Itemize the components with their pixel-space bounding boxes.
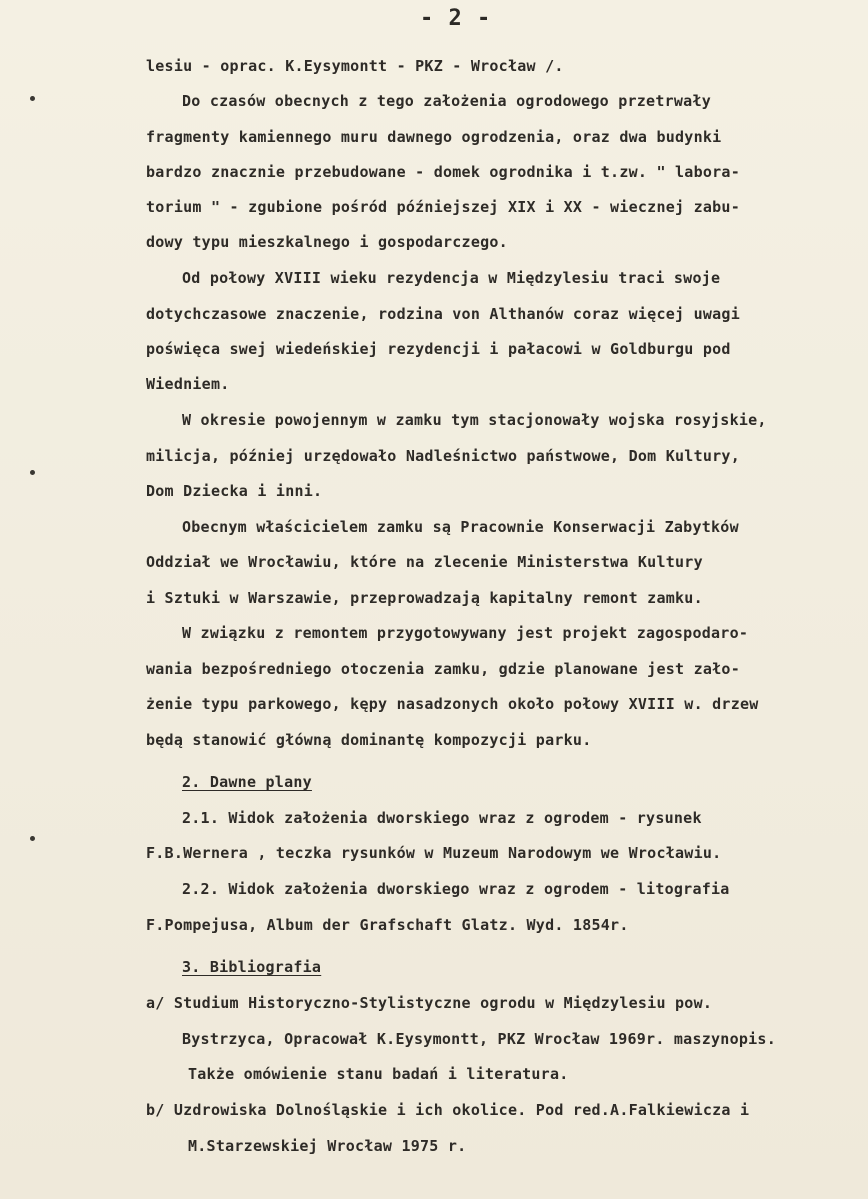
text-line: milicja, później urzędowało Nadleśnictwo państwowe, Dom Kultury, bbox=[146, 447, 740, 465]
section-heading: 3. Bibliografia bbox=[182, 958, 322, 976]
text-line: Do czasów obecnych z tego założenia ogrodowego przetrwały bbox=[182, 92, 712, 110]
section-heading: 2. Dawne plany bbox=[182, 773, 312, 791]
text-line: Obecnym właścicielem zamku są Pracownie Konserwacji Zabytków bbox=[182, 518, 739, 536]
text-line: F.Pompejusa, Album der Grafschaft Glatz. Wyd. 1854r. bbox=[146, 916, 629, 934]
text-line: fragmenty kamiennego muru dawnego ogrodzenia, oraz dwa budynki bbox=[146, 128, 722, 146]
text-line: Także omówienie stanu badań i literatura. bbox=[188, 1065, 569, 1083]
text-line: Oddział we Wrocławiu, które na zlecenie Ministerstwa Kultury bbox=[146, 553, 703, 571]
text-line: 2.2. Widok założenia dworskiego wraz z ogrodem - litografia bbox=[182, 880, 730, 898]
punch-hole-mark bbox=[30, 96, 35, 101]
text-line: Od połowy XVIII wieku rezydencja w Międzylesiu traci swoje bbox=[182, 269, 721, 287]
text-line: Dom Dziecka i inni. bbox=[146, 482, 323, 500]
text-line: dotychczasowe znaczenie, rodzina von Althanów coraz więcej uwagi bbox=[146, 305, 740, 323]
page-number: - 2 - bbox=[420, 6, 492, 31]
text-line: b/ Uzdrowiska Dolnośląskie i ich okolice. Pod red.A.Falkiewicza i bbox=[146, 1101, 750, 1119]
text-line: żenie typu parkowego, kępy nasadzonych około połowy XVIII w. drzew bbox=[146, 695, 759, 713]
text-line: poświęca swej wiedeńskiej rezydencji i pałacowi w Goldburgu pod bbox=[146, 340, 731, 358]
text-line: będą stanowić główną dominantę kompozycji parku. bbox=[146, 731, 592, 749]
text-line: M.Starzewskiej Wrocław 1975 r. bbox=[188, 1137, 467, 1155]
text-line: W związku z remontem przygotowywany jest projekt zagospodaro- bbox=[182, 624, 749, 642]
text-line: 2.1. Widok założenia dworskiego wraz z ogrodem - rysunek bbox=[182, 809, 702, 827]
text-line: lesiu - oprac. K.Eysymontt - PKZ - Wrocław /. bbox=[146, 57, 564, 75]
punch-hole-mark bbox=[30, 836, 35, 841]
text-line: bardzo znacznie przebudowane - domek ogrodnika i t.zw. " labora- bbox=[146, 163, 740, 181]
text-line: wania bezpośredniego otoczenia zamku, gdzie planowane jest zało- bbox=[146, 660, 740, 678]
text-line: Bystrzyca, Opracował K.Eysymontt, PKZ Wrocław 1969r. maszynopis. bbox=[182, 1030, 776, 1048]
text-line: a/ Studium Historyczno-Stylistyczne ogrodu w Międzylesiu pow. bbox=[146, 994, 713, 1012]
text-line: F.B.Wernera , teczka rysunków w Muzeum Narodowym we Wrocławiu. bbox=[146, 844, 722, 862]
text-line: i Sztuki w Warszawie, przeprowadzają kapitalny remont zamku. bbox=[146, 589, 703, 607]
text-line: torium " - zgubione pośród późniejszej XIX i XX - wiecznej zabu- bbox=[146, 198, 740, 216]
text-line: W okresie powojennym w zamku tym stacjonowały wojska rosyjskie, bbox=[182, 411, 767, 429]
text-line: dowy typu mieszkalnego i gospodarczego. bbox=[146, 233, 508, 251]
punch-hole-mark bbox=[30, 470, 35, 475]
text-line: Wiedniem. bbox=[146, 375, 230, 393]
